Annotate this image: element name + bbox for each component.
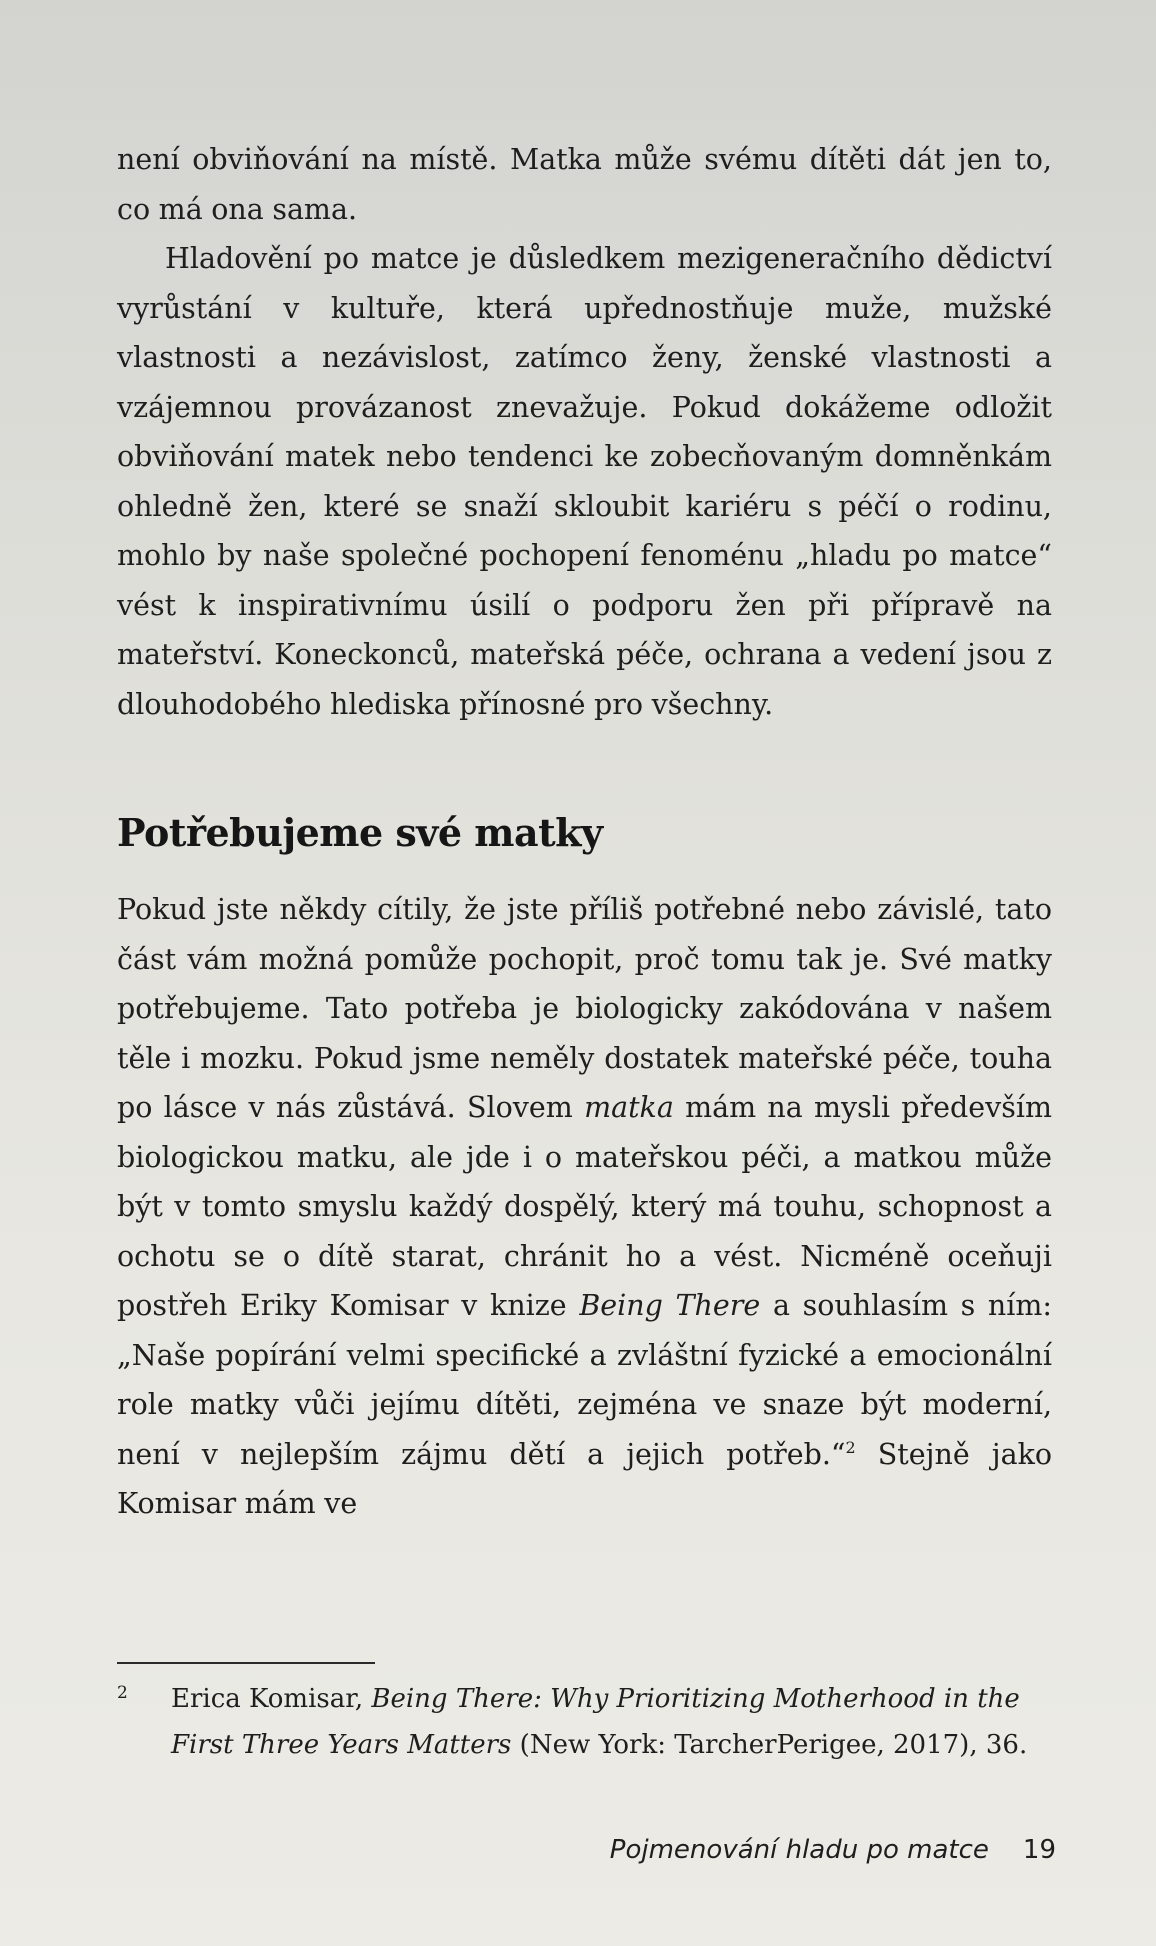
section-text-c: a souhlasím s ním: „Naše popírání velmi specifické a zvláštní fyzické a emocionální role matky vůči jejímu dítěti, zejména ve snaze být moderní, není v nejlepším zájmu dětí a jejich potřeb.“ xyxy=(117,1289,1053,1471)
running-footer xyxy=(610,1830,1056,1870)
paragraph-2: Hladovění po matce je důsledkem mezigeneračního dědictví vyrůstání v kultuře, která upřednostňuje muže, mužské vlastnosti a nezávislost, zatímco ženy, ženské vlastnosti a vzájemnou provázanost znevažuje. Pokud dokážeme odložit obviňování matek nebo tendenci ke zobecňovaným domněnkám ohledně žen, které se snaží skloubit kariéru s péčí o rodinu, mohlo by naše společné pochopení fenoménu „hladu po matce“ vést k inspirativnímu úsilí o podporu žen při přípravě na mateřství. Koneckonců, mateřská péče, ochrana a vedení jsou z dlouhodobého hlediska přínosné pro všechny. xyxy=(117,242,1052,721)
footnote-book-title: Being There: Why Prioritizing Motherhood in the First Three Years Matters xyxy=(171,1684,1020,1760)
footnote-divider xyxy=(117,1662,375,1664)
footnote-publication: (New York: TarcherPerigee, 2017), 36. xyxy=(519,1730,1028,1760)
page-number: 19 xyxy=(1022,1835,1056,1865)
section-text-a: Pokud jste někdy cítily, že jste příliš potřebné nebo závislé, tato část vám možná pomůže pochopit, proč tomu tak je. Své matky potřebujeme. Tato potřeba je biologicky zakódována v našem těle i mozku. Pokud jsme neměly dostatek mateřské péče, touha po lásce v nás zůstává. Slovem xyxy=(117,893,1052,1124)
section-text-d: Stejně jako Komisar mám ve xyxy=(117,1437,1053,1520)
footnote-author: Erica Komisar, xyxy=(171,1684,364,1714)
running-title: Pojmenování hladu po matce xyxy=(609,1835,989,1865)
section-text-b: mám na mysli především biologickou matku, ale jde i o mateřskou péči, a matkou může být v tomto smyslu každý dospělý, který má touhu, schopnost a ochotu se o dítě starat, chránit ho a vést. Nicméně oceňuji postřeh Eriky Komisar v knize xyxy=(117,1091,1052,1322)
footnote-text xyxy=(171,1676,1052,1768)
footnote-reference: 2 xyxy=(845,1437,856,1457)
footnote xyxy=(117,1676,1052,1768)
section-emphasis-matka: matka xyxy=(584,1091,674,1124)
section-heading: Potřebujeme své matky xyxy=(117,810,603,855)
footnote-number: 2 xyxy=(117,1683,128,1703)
section-emphasis-book-title: Being There xyxy=(579,1289,761,1322)
paragraph-1: není obviňování na místě. Matka může svému dítěti dát jen to, co má ona sama. xyxy=(117,143,1052,226)
page-body xyxy=(117,135,1052,1529)
section-paragraph xyxy=(117,885,1052,1529)
